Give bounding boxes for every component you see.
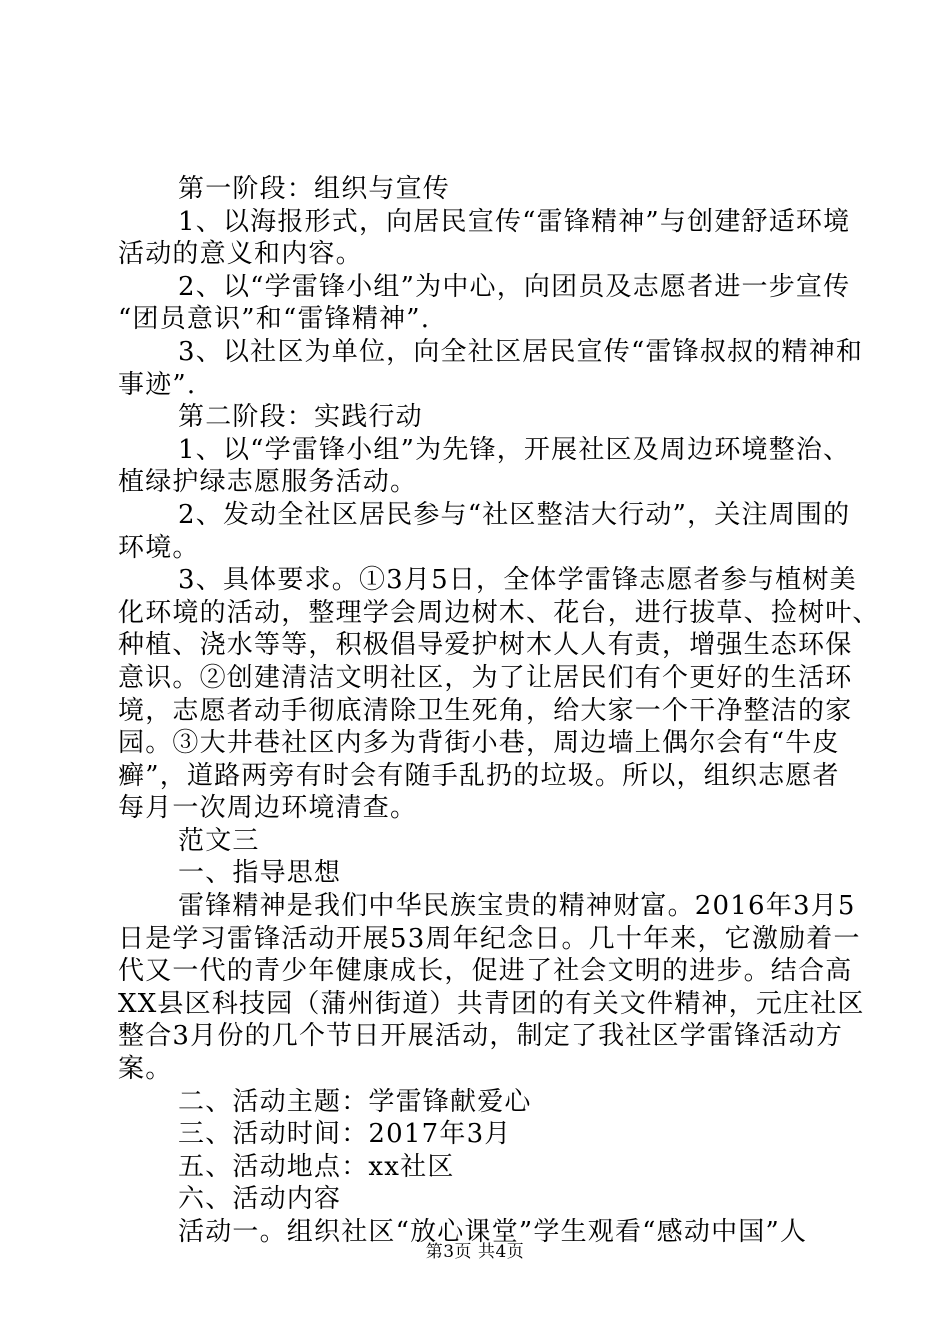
paragraph-line: 整合3月份的几个节日开展活动，制定了我社区学雷锋活动方 (118, 1021, 843, 1052)
paragraph-line: “团员意识”和“雷锋精神”. (118, 304, 431, 335)
section-title: 范文三 (178, 825, 260, 856)
paragraph-line: 雷锋精神是我们中华民族宝贵的精神财富。2016年3月5 (178, 891, 856, 922)
paragraph-line: 事迹”. (118, 369, 197, 400)
paragraph-line: 环境。 (118, 532, 200, 563)
paragraph-line: 1、以“学雷锋小组”为先锋，开展社区及周边环境整治、 (178, 434, 851, 465)
paragraph-line: 境，志愿者动手彻底清除卫生死角，给大家一个干净整洁的家 (118, 695, 853, 726)
paragraph-line: 日是学习雷锋活动开展53周年纪念日。几十年来，它激励着一 (118, 923, 861, 954)
paragraph-line: 植绿护绿志愿服务活动。 (118, 467, 418, 498)
paragraph-line: 1、以海报形式，向居民宣传“雷锋精神”与创建舒适环境 (178, 206, 851, 237)
page-number-footer: 第3页 共4页 (425, 1242, 525, 1262)
paragraph-line: 代又一代的青少年健康成长，促进了社会文明的进步。结合高 (118, 956, 853, 987)
paragraph-line: 3、具体要求。①3月5日，全体学雷锋志愿者参与植树美 (178, 565, 857, 596)
stage-two-heading: 第二阶段：实践行动 (178, 402, 423, 433)
paragraph-line: XX县区科技园（蒲州街道）共青团的有关文件精神，元庄社区 (118, 988, 865, 1019)
paragraph-line: 化环境的活动，整理学会周边树木、花台，进行拔草、捡树叶、 (118, 597, 880, 628)
paragraph-line: 意识。②创建清洁文明社区，为了让居民们有个更好的生活环 (118, 662, 853, 693)
section-heading: 三、活动时间：2017年3月 (178, 1119, 512, 1150)
paragraph-line: 园。③大井巷社区内多为背街小巷，周边墙上偶尔会有“牛皮 (118, 728, 840, 759)
paragraph-line: 案。 (118, 1054, 173, 1085)
paragraph-line: 每月一次周边环境清查。 (118, 793, 418, 824)
section-heading: 二、活动主题：学雷锋献爱心 (178, 1086, 532, 1117)
paragraph-line: 种植、浇水等等，积极倡导爱护树木人人有责，增强生态环保 (118, 630, 853, 661)
stage-one-heading: 第一阶段：组织与宣传 (178, 174, 451, 204)
section-heading: 一、指导思想 (178, 858, 342, 889)
paragraph-line: 2、发动全社区居民参与“社区整洁大行动”，关注周围的 (178, 499, 851, 530)
paragraph-line: 癣”，道路两旁有时会有随手乱扔的垃圾。所以，组织志愿者 (118, 760, 840, 791)
section-heading: 五、活动地点：xx社区 (178, 1151, 455, 1182)
paragraph-line: 3、以社区为单位，向全社区居民宣传“雷锋叔叔的精神和 (178, 336, 864, 367)
section-heading: 六、活动内容 (178, 1184, 342, 1215)
document-body (118, 173, 880, 1249)
paragraph-line: 活动一。组织社区“放心课堂”学生观看“感动中国”人 (178, 1217, 808, 1247)
paragraph-line: 2、以“学雷锋小组”为中心，向团员及志愿者进一步宣传 (178, 271, 851, 302)
paragraph-line: 活动的意义和内容。 (118, 239, 363, 270)
